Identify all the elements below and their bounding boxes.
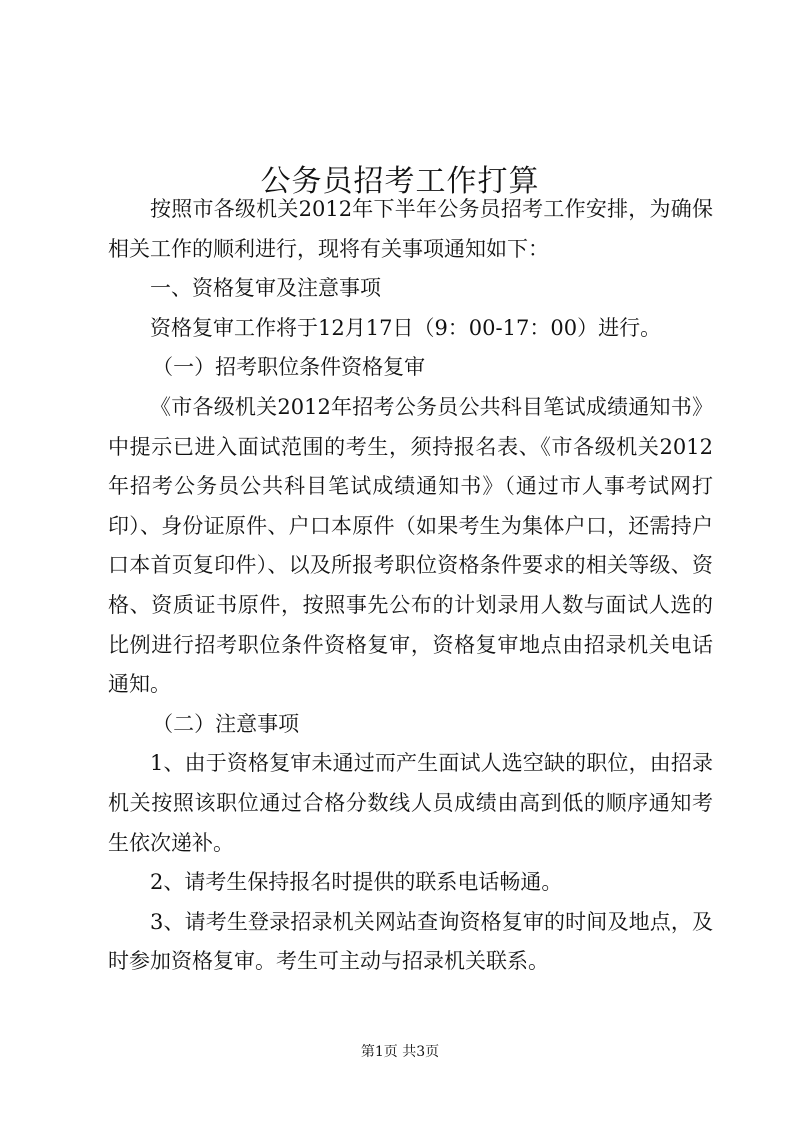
document-title: 公务员招考工作打算 [260, 164, 540, 200]
notice-item-1: 1、由于资格复审未通过而产生面试人选空缺的职位，由招录机关按照该职位通过合格分数线人员成绩由高到低的顺序通知考生依次递补。 [108, 751, 713, 855]
subsection-heading-2: （二）注意事项 [152, 711, 300, 736]
review-time-paragraph: 资格复审工作将于12月17日（9：00-17：00）进行。 [150, 315, 662, 340]
subsection-heading-1: （一）招考职位条件资格复审 [152, 355, 426, 380]
notice-item-2: 2、请考生保持报名时提供的联系电话畅通。 [150, 870, 563, 895]
page-footer: 第1页 共3页 [360, 1044, 440, 1060]
intro-paragraph: 按照市各级机关2012年下半年公务员招考工作安排，为确保相关工作的顺利进行，现将有关事项通知如下： [108, 197, 713, 261]
section-heading-1: 一、资格复审及注意事项 [150, 276, 381, 301]
review-requirements-paragraph: 《市各级机关2012年招考公务员公共科目笔试成绩通知书》中提示已进入面试范围的考生，须持报名表、《市各级机关2012年招考公务员公共科目笔试成绩通知书》（通过市人事考试网打印）、身份证原件、户口本原件（如果考生为集体户口，还需持户口本首页复印件）、以及所报考职位资格条件要求的相关等级、资格、资质证书原件，按照事先公布的计划录用人数与面试人选的比例进行招考职位条件资格复审，资格复审地点由招录机关电话通知。 [108, 394, 713, 697]
notice-item-3: 3、请考生登录招录机关网站查询资格复审的时间及地点，及时参加资格复审。考生可主动与招录机关联系。 [108, 909, 713, 974]
document-body [108, 190, 713, 982]
